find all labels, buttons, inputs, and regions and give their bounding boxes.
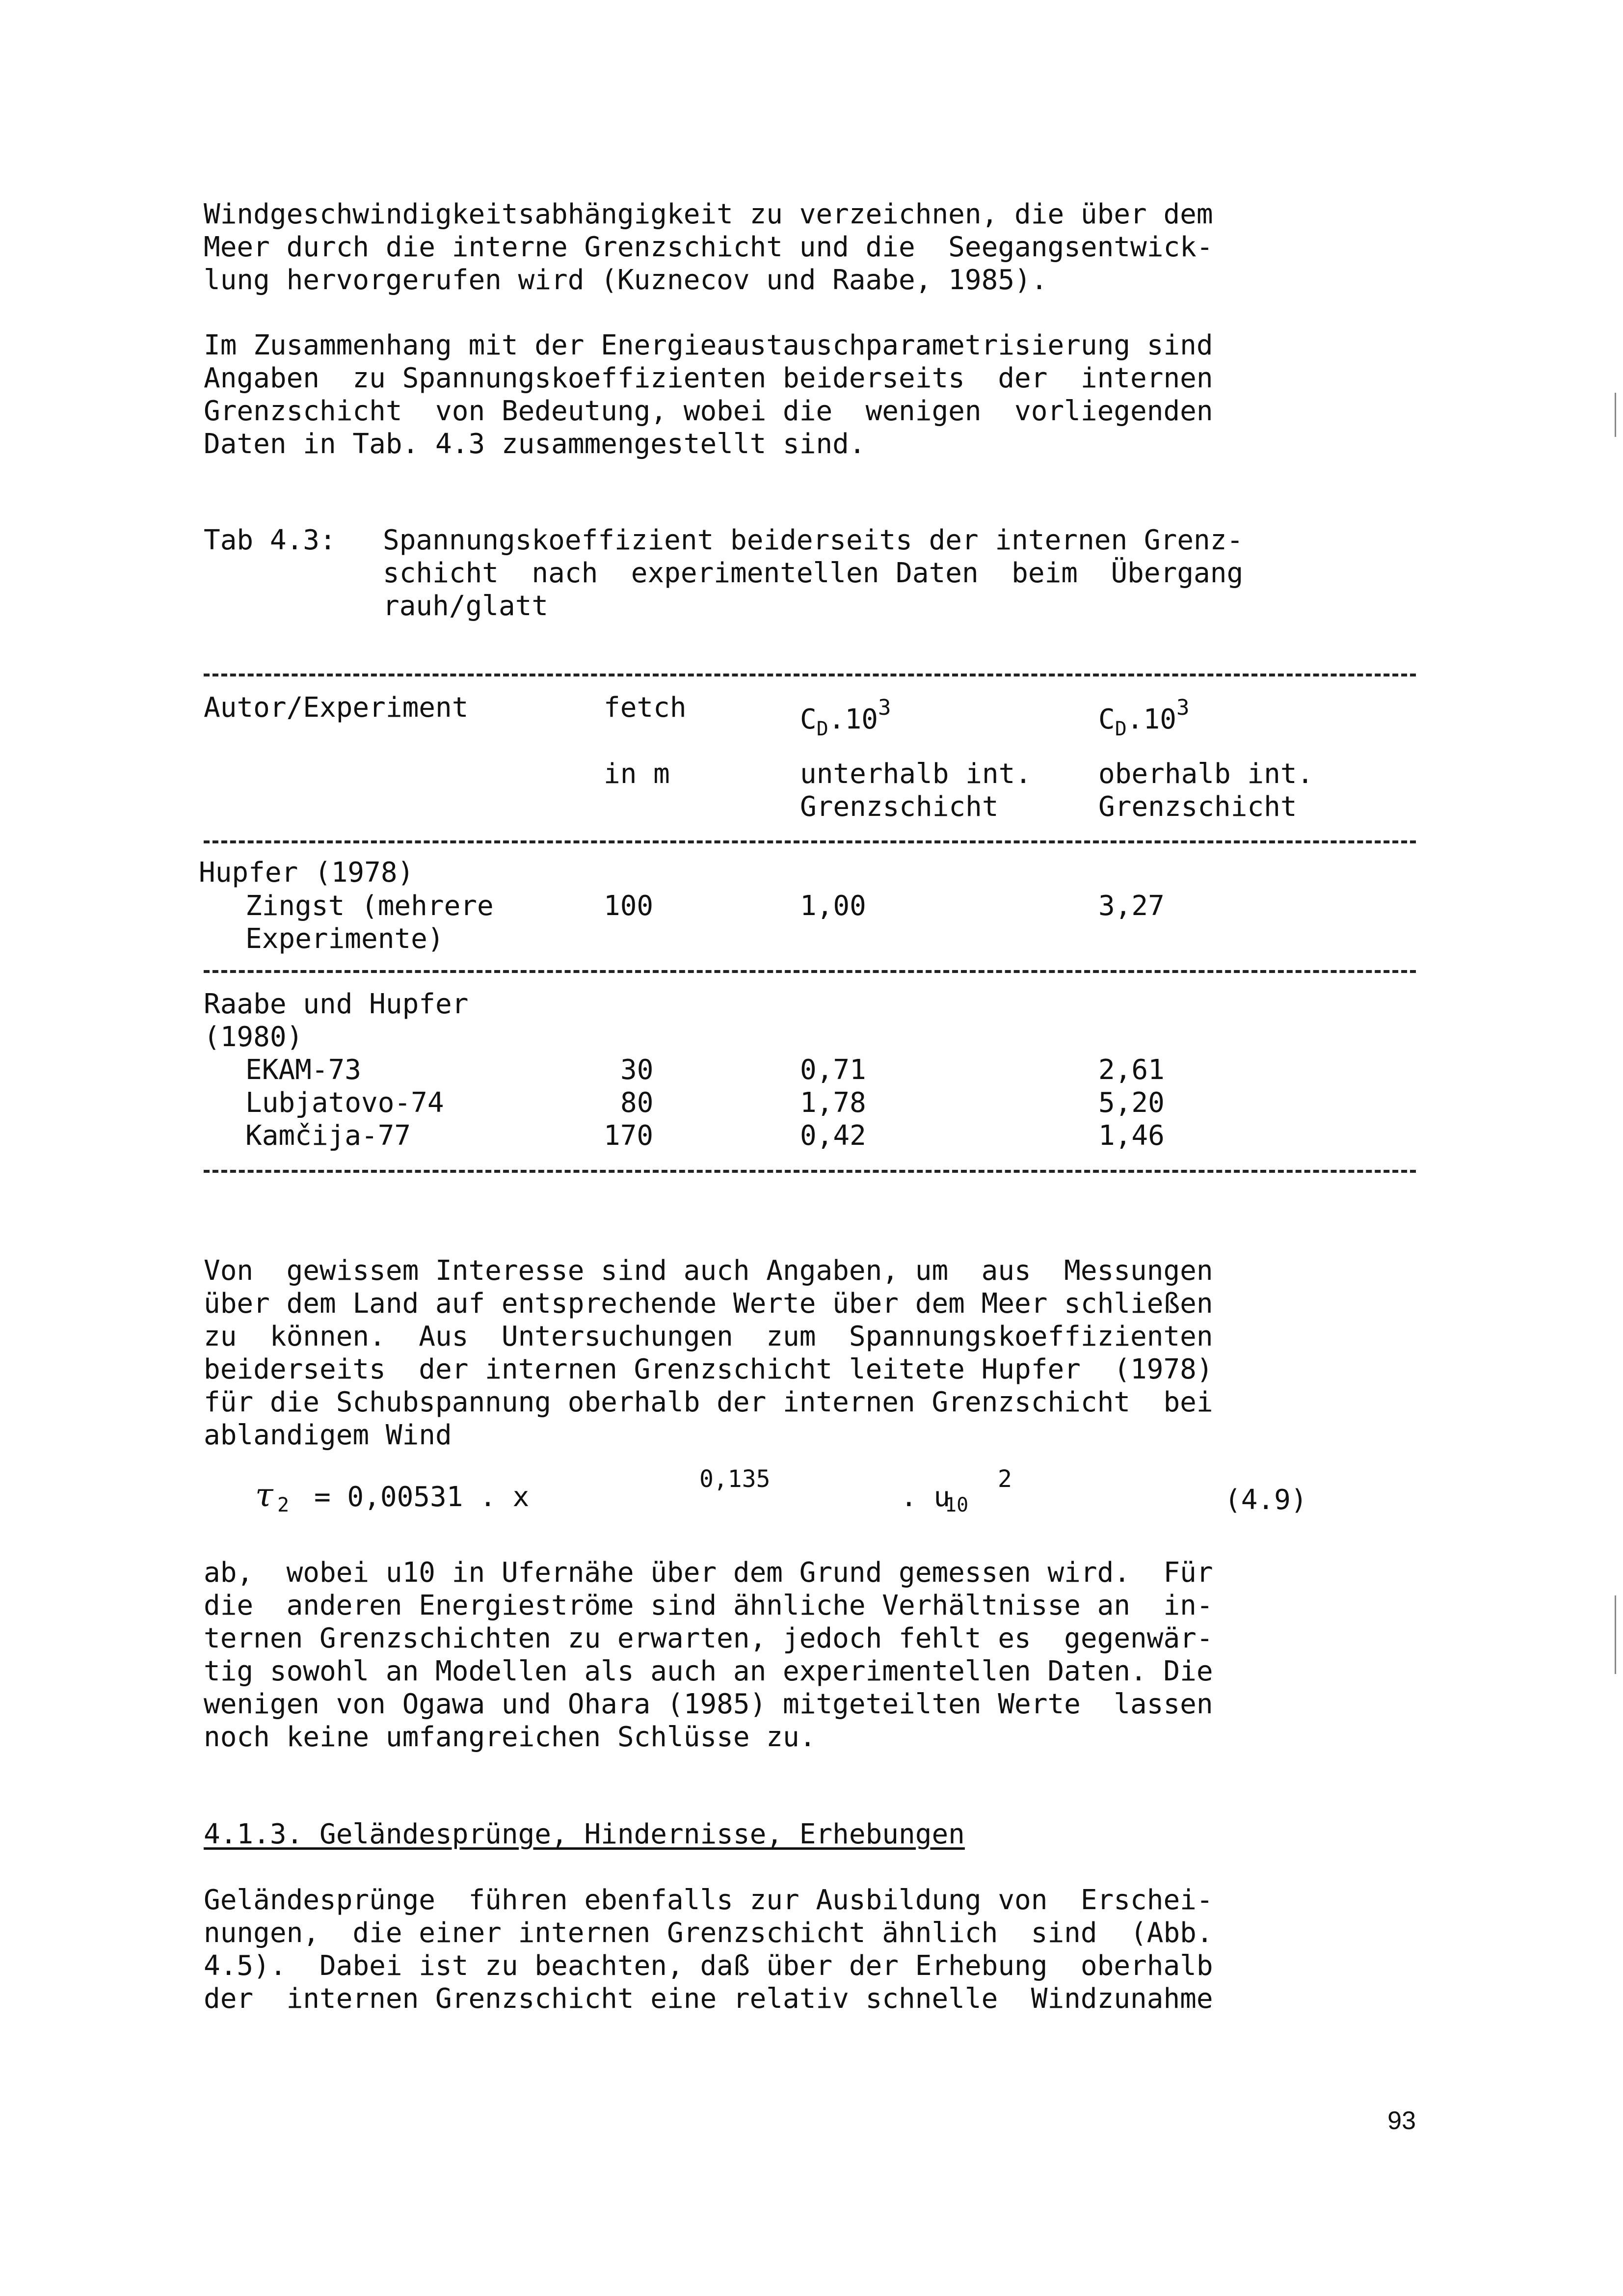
table-rule-group: [204, 970, 1416, 973]
header-cd-above-desc1: oberhalb int.: [1098, 758, 1314, 790]
header-author-experiment: Autor/Experiment: [204, 692, 469, 724]
text-line: Daten in Tab. 4.3 zusammengestellt sind.: [204, 428, 866, 460]
text-line: ab, wobei u10 in Ufernähe über dem Grund gemessen wird. Für: [204, 1557, 1213, 1589]
u-subscript: 10: [945, 1494, 969, 1516]
table-cd-above: 3,27: [1098, 890, 1165, 922]
section-heading: 4.1.3. Geländesprünge, Hindernisse, Erhebungen: [204, 1818, 965, 1850]
equation-body: = 0,00531 . x: [314, 1481, 530, 1513]
text-line: tig sowohl an Modellen als auch an experimentellen Daten. Die: [204, 1655, 1213, 1687]
text-line: wenigen von Ogawa und Ohara (1985) mitgeteilten Werte lassen: [204, 1688, 1213, 1720]
tau-subscript: 2: [277, 1494, 290, 1516]
text-line: der internen Grenzschicht eine relativ schnelle Windzunahme: [204, 1983, 1213, 2015]
equation-number: (4.9): [1224, 1484, 1307, 1516]
text-line: noch keine umfangreichen Schlüsse zu.: [204, 1721, 816, 1753]
table-cd-below: 0,71: [800, 1054, 866, 1086]
text-line: ablandigem Wind: [204, 1419, 452, 1451]
text-line: nungen, die einer internen Grenzschicht ähnlich sind (Abb.: [204, 1917, 1213, 1949]
text-line: Von gewissem Interesse sind auch Angaben, um aus Messungen: [204, 1255, 1213, 1287]
header-fetch: fetch: [604, 692, 687, 724]
text-line: Geländesprünge führen ebenfalls zur Ausbildung von Erschei-: [204, 1884, 1213, 1916]
table-fetch: 170: [604, 1120, 654, 1152]
table-cd-below: 1,78: [800, 1087, 866, 1119]
text-line: Im Zusammenhang mit der Energieaustauschparametrisierung sind: [204, 329, 1213, 361]
header-cd-above-desc2: Grenzschicht: [1098, 791, 1297, 823]
text-line: 4.5). Dabei ist zu beachten, daß über der Erhebung oberhalb: [204, 1950, 1213, 1982]
table-cd-above: 2,61: [1098, 1054, 1165, 1086]
u-superscript: 2: [998, 1465, 1012, 1493]
scan-artifact: [1615, 1595, 1616, 1674]
table-author-cont: (1980): [204, 1021, 303, 1053]
text-line: Meer durch die interne Grenzschicht und die Seegangsentwick-: [204, 231, 1213, 263]
table-rule-header: [204, 840, 1416, 843]
header-cd-below-desc2: Grenzschicht: [800, 791, 999, 823]
table-label: Tab 4.3:: [204, 524, 336, 556]
table-experiment: Kamčija-77: [245, 1120, 411, 1152]
text-line: Windgeschwindigkeitsabhängigkeit zu verzeichnen, die über dem: [204, 198, 1213, 230]
header-cd-below-desc1: unterhalb int.: [800, 758, 1032, 790]
table-cd-above: 1,46: [1098, 1120, 1165, 1152]
header-cd-above: $C_D.10^3$: [1098, 695, 1190, 740]
x-exponent: 0,135: [699, 1465, 771, 1493]
text-line: für die Schubspannung oberhalb der internen Grenzschicht bei: [204, 1386, 1213, 1418]
text-line: ternen Grenzschichten zu erwarten, jedoch fehlt es gegenwär-: [204, 1622, 1213, 1654]
table-author: Hupfer (1978): [199, 857, 414, 889]
caption-line: schicht nach experimentellen Daten beim Übergang: [383, 557, 1244, 589]
paragraph-3: [204, 1254, 1416, 1452]
header-cd-below: $C_D.10^3$: [800, 695, 891, 740]
table-cd-below: 0,42: [800, 1120, 866, 1152]
caption-line: Spannungskoeffizient beiderseits der internen Grenz-: [383, 524, 1244, 556]
text-line: beiderseits der internen Grenzschicht leitete Hupfer (1978): [204, 1353, 1213, 1385]
table-experiment: Zingst (mehrere: [245, 890, 494, 922]
text-line: Angaben zu Spannungskoeffizienten beiderseits der internen: [204, 362, 1213, 394]
table-experiment: Lubjatovo-74: [245, 1087, 444, 1119]
paragraph-5: [204, 1884, 1416, 2015]
text-line: lung hervorgerufen wird (Kuznecov und Raabe, 1985).: [204, 264, 1048, 296]
table-fetch: 30: [620, 1054, 654, 1086]
table-experiment-cont: Experimente): [245, 923, 444, 955]
table-rule-top: [204, 674, 1416, 676]
u-term: . u: [901, 1481, 951, 1513]
tau-symbol: τ: [255, 1476, 273, 1514]
header-fetch-unit: in m: [604, 758, 670, 790]
table-cd-above: 5,20: [1098, 1087, 1165, 1119]
paragraph-4: [204, 1556, 1416, 1754]
table-cd-below: 1,00: [800, 890, 866, 922]
table-fetch: 80: [620, 1087, 654, 1119]
text-line: Grenzschicht von Bedeutung, wobei die wenigen vorliegenden: [204, 395, 1213, 427]
text-line: zu können. Aus Untersuchungen zum Spannungskoeffizienten: [204, 1321, 1213, 1352]
paragraph-1: [204, 198, 1416, 297]
page-number: 93: [1387, 2107, 1416, 2135]
text-line: die anderen Energieströme sind ähnliche Verhältnisse an in-: [204, 1590, 1213, 1621]
equation-4-9: [204, 1465, 1416, 1524]
caption-line: rauh/glatt: [383, 590, 549, 622]
scan-artifact: [1615, 393, 1616, 437]
paragraph-2: [204, 329, 1416, 460]
table-rule-bottom: [204, 1170, 1416, 1173]
table-experiment: EKAM-73: [245, 1054, 362, 1086]
text-line: über dem Land auf entsprechende Werte über dem Meer schließen: [204, 1288, 1213, 1320]
table-fetch: 100: [604, 890, 654, 922]
table-author: Raabe und Hupfer: [204, 988, 469, 1020]
